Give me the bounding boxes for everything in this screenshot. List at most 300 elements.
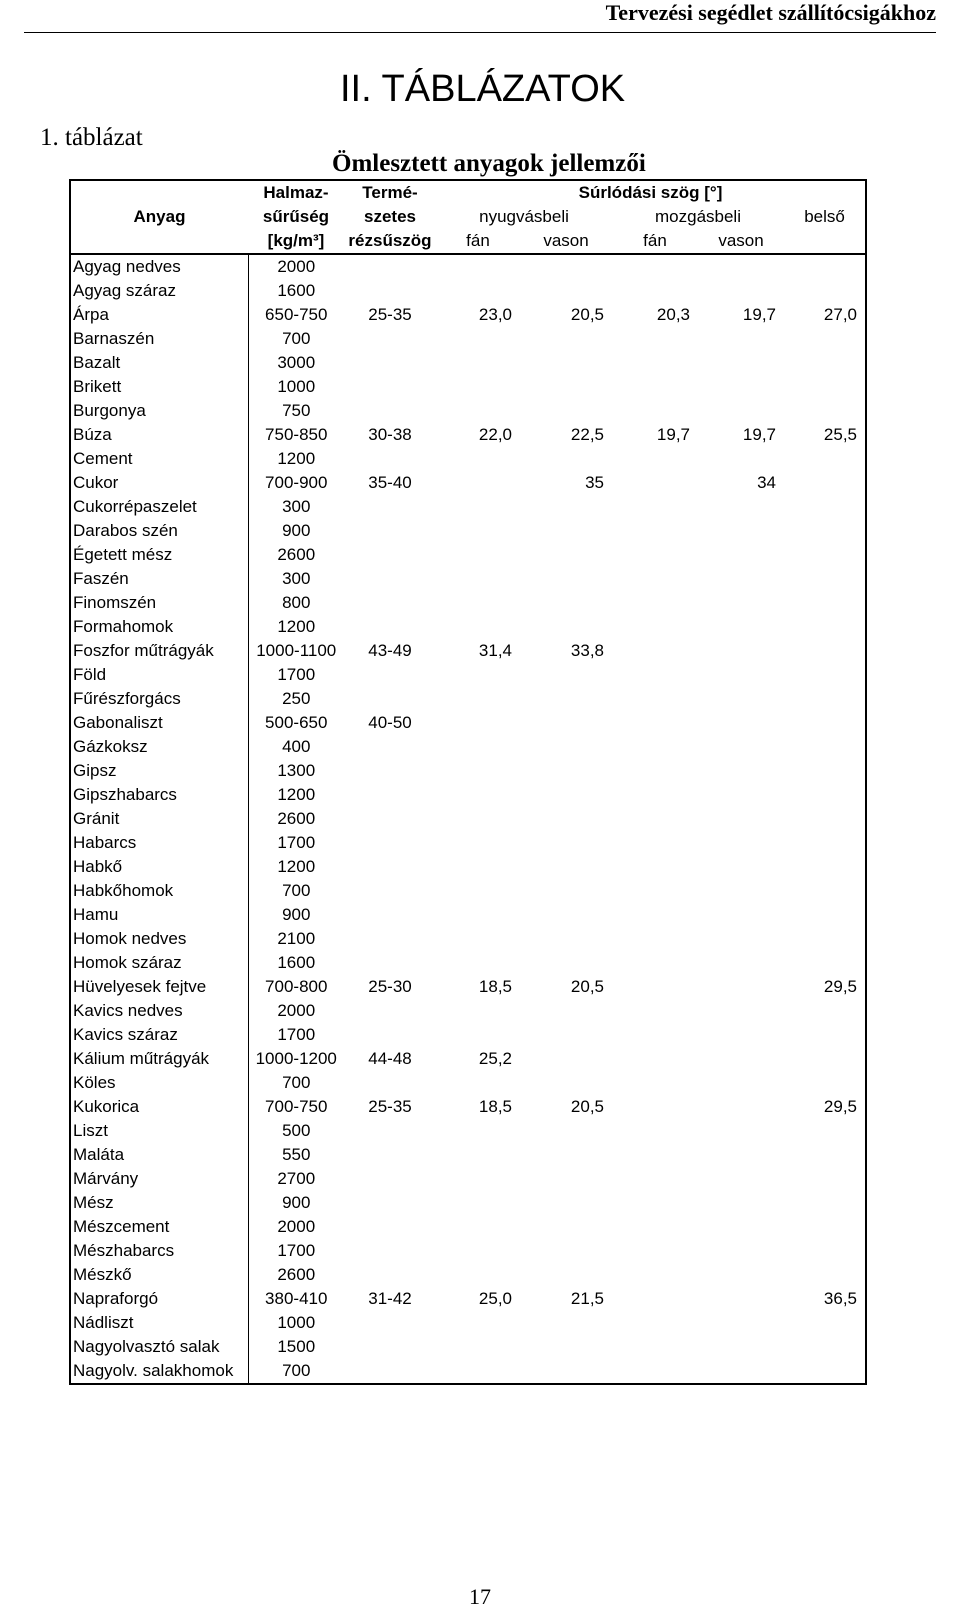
dynamic-wood: [612, 663, 698, 687]
header-vason-2: vason: [698, 229, 784, 254]
table-row: [70, 519, 866, 543]
table-row: [70, 927, 866, 951]
repose-angle: 40-50: [368, 713, 412, 732]
material-name: Hüvelyesek fejtve: [70, 975, 248, 999]
static-steel: [520, 1047, 612, 1071]
internal-friction: [784, 1311, 866, 1335]
density-value: 1500: [277, 1337, 316, 1356]
static-steel: [520, 687, 612, 711]
material-name: Homok száraz: [70, 951, 248, 975]
material-name: Gránit: [70, 807, 248, 831]
static-steel: [520, 495, 612, 519]
dynamic-steel: [698, 351, 784, 375]
dynamic-wood: [612, 1167, 698, 1191]
static-steel: [520, 567, 612, 591]
material-name: Barnaszén: [70, 327, 248, 351]
density-value: 300: [282, 497, 311, 516]
repose-angle: [344, 927, 436, 951]
table-row: [70, 999, 866, 1023]
material-name: Márvány: [70, 1167, 248, 1191]
dynamic-steel: [698, 711, 784, 735]
repose-angle: [344, 1359, 436, 1384]
repose-angle: 25-35: [368, 305, 412, 324]
header-surlodasi: Súrlódási szög [°]: [436, 180, 866, 205]
static-wood: [436, 1239, 520, 1263]
repose-angle: [344, 1143, 436, 1167]
material-name: Homok nedves: [70, 927, 248, 951]
header-anyag-blank-2: [70, 229, 248, 254]
material-name: Kukorica: [70, 1095, 248, 1119]
static-steel: [520, 1023, 612, 1047]
table-row: [70, 303, 866, 327]
dynamic-wood: [612, 1335, 698, 1359]
dynamic-wood: [612, 1023, 698, 1047]
internal-friction: [784, 567, 866, 591]
internal-friction: [784, 1263, 866, 1287]
table-row: [70, 423, 866, 447]
material-name: Cement: [70, 447, 248, 471]
internal-friction: 29,5: [784, 975, 866, 999]
material-name: Gabonaliszt: [70, 711, 248, 735]
internal-friction: [784, 279, 866, 303]
material-name: Gipszhabarcs: [70, 783, 248, 807]
material-name: Gipsz: [70, 759, 248, 783]
dynamic-wood: [612, 1047, 698, 1071]
static-wood: [436, 951, 520, 975]
material-name: Mészcement: [70, 1215, 248, 1239]
static-wood: [436, 759, 520, 783]
static-wood: [436, 471, 520, 495]
dynamic-steel: [698, 495, 784, 519]
density-value: 700: [282, 881, 311, 900]
dynamic-wood: [612, 1215, 698, 1239]
material-name: Habarcs: [70, 831, 248, 855]
dynamic-steel: [698, 807, 784, 831]
dynamic-wood: [612, 927, 698, 951]
density-value: 500-650: [265, 713, 328, 732]
material-name: Cukorrépaszelet: [70, 495, 248, 519]
internal-friction: [784, 831, 866, 855]
static-steel: [520, 519, 612, 543]
dynamic-steel: [698, 375, 784, 399]
repose-angle: 31-42: [368, 1289, 412, 1308]
internal-friction: 25,5: [784, 423, 866, 447]
density-value: 1700: [277, 665, 316, 684]
repose-angle: [344, 495, 436, 519]
material-name: Kálium műtrágyák: [70, 1047, 248, 1071]
repose-angle: [344, 663, 436, 687]
table-row: [70, 711, 866, 735]
static-wood: [436, 855, 520, 879]
repose-angle: [344, 831, 436, 855]
header-halmaz-3: [kg/m³]: [248, 229, 344, 254]
density-value: 1700: [277, 833, 316, 852]
density-value: 800: [282, 593, 311, 612]
dynamic-wood: [612, 1359, 698, 1384]
dynamic-steel: [698, 447, 784, 471]
dynamic-wood: [612, 1095, 698, 1119]
material-name: Agyag száraz: [70, 279, 248, 303]
table-row: [70, 1023, 866, 1047]
repose-angle: [344, 735, 436, 759]
static-steel: [520, 903, 612, 927]
repose-angle: [344, 687, 436, 711]
table-row: [70, 1047, 866, 1071]
static-wood: [436, 327, 520, 351]
dynamic-steel: [698, 279, 784, 303]
dynamic-steel: [698, 1263, 784, 1287]
table-row: [70, 567, 866, 591]
static-steel: [520, 1215, 612, 1239]
dynamic-wood: [612, 1263, 698, 1287]
header-halmaz-2: sűrűség: [262, 207, 330, 226]
static-wood: [436, 591, 520, 615]
density-value: 700-900: [265, 473, 328, 492]
repose-angle: [344, 399, 436, 423]
repose-angle: [344, 807, 436, 831]
density-value: 1600: [277, 281, 316, 300]
table-row: [70, 1311, 866, 1335]
internal-friction: [784, 615, 866, 639]
dynamic-steel: [698, 615, 784, 639]
density-value: 1200: [277, 449, 316, 468]
dynamic-wood: [612, 567, 698, 591]
materials-table: [69, 179, 867, 1385]
static-steel: [520, 1167, 612, 1191]
header-termes-1: Termé-: [344, 180, 436, 205]
density-value: 400: [282, 737, 311, 756]
repose-angle: [344, 1023, 436, 1047]
static-steel: [520, 807, 612, 831]
table-row: [70, 254, 866, 279]
header-belso: belső: [784, 205, 866, 229]
static-wood: [436, 254, 520, 279]
repose-angle: [344, 615, 436, 639]
material-name: Bazalt: [70, 351, 248, 375]
table-row: [70, 1239, 866, 1263]
material-name: Fűrészforgács: [70, 687, 248, 711]
dynamic-wood: 19,7: [656, 425, 690, 444]
material-name: Nagyolv. salakhomok: [70, 1359, 248, 1384]
static-wood: [436, 1191, 520, 1215]
table-row: [70, 663, 866, 687]
running-header: Tervezési segédlet szállítócsigákhoz: [605, 0, 936, 25]
dynamic-wood: [612, 399, 698, 423]
dynamic-steel: [698, 519, 784, 543]
table-row: [70, 1095, 866, 1119]
static-steel: [520, 1071, 612, 1095]
material-name: Nagyolvasztó salak: [70, 1335, 248, 1359]
repose-angle: [344, 375, 436, 399]
static-steel: [520, 879, 612, 903]
repose-angle: [344, 519, 436, 543]
static-wood: [436, 519, 520, 543]
dynamic-steel: [698, 855, 784, 879]
dynamic-steel: [698, 735, 784, 759]
internal-friction: [784, 663, 866, 687]
repose-angle: [344, 351, 436, 375]
density-value: 700-750: [265, 1097, 328, 1116]
dynamic-steel: [698, 831, 784, 855]
header-mozgasbeli: mozgásbeli: [655, 207, 741, 226]
density-value: 500: [282, 1121, 311, 1140]
dynamic-steel: [698, 903, 784, 927]
header-termes-3: rézsűszög: [344, 229, 436, 254]
static-wood: [436, 1359, 520, 1384]
density-value: 2600: [277, 1265, 316, 1284]
repose-angle: 25-35: [368, 1097, 412, 1116]
static-wood: 22,0: [478, 425, 512, 444]
material-name: Mészhabarcs: [70, 1239, 248, 1263]
repose-angle: [344, 327, 436, 351]
static-wood: [436, 1167, 520, 1191]
density-value: 1000-1100: [256, 641, 337, 660]
table-row: [70, 351, 866, 375]
static-steel: [520, 927, 612, 951]
repose-angle: 44-48: [368, 1049, 412, 1068]
dynamic-steel: [698, 327, 784, 351]
static-steel: [520, 735, 612, 759]
dynamic-wood: [612, 495, 698, 519]
dynamic-steel: [698, 783, 784, 807]
table-row: [70, 879, 866, 903]
header-anyag: Anyag: [70, 205, 248, 229]
header-halmaz-1: Halmaz-: [248, 180, 344, 205]
repose-angle: [344, 1119, 436, 1143]
repose-angle: [344, 783, 436, 807]
table-row: [70, 1287, 866, 1311]
dynamic-wood: [612, 591, 698, 615]
static-wood: [436, 495, 520, 519]
dynamic-steel: [698, 1239, 784, 1263]
static-wood: 25,0: [478, 1289, 512, 1308]
material-name: Nádliszt: [70, 1311, 248, 1335]
table-body: [70, 254, 866, 1384]
dynamic-wood: [612, 879, 698, 903]
table-row: [70, 1167, 866, 1191]
dynamic-wood: [612, 975, 698, 999]
static-wood: [436, 1143, 520, 1167]
dynamic-wood: [612, 711, 698, 735]
density-value: 1000-1200: [255, 1049, 337, 1068]
header-fan-2: fán: [612, 229, 698, 254]
density-value: 2700: [277, 1169, 316, 1188]
dynamic-steel: [698, 1071, 784, 1095]
material-name: Finomszén: [70, 591, 248, 615]
density-value: 700-800: [265, 977, 328, 996]
table-row: [70, 759, 866, 783]
static-steel: 22,5: [570, 425, 604, 444]
material-name: Brikett: [70, 375, 248, 399]
static-wood: [436, 783, 520, 807]
dynamic-steel: [698, 1095, 784, 1119]
dynamic-wood: [612, 471, 698, 495]
table-row: [70, 1359, 866, 1384]
dynamic-steel: [698, 1143, 784, 1167]
static-wood: 25,2: [478, 1049, 512, 1068]
static-wood: [436, 615, 520, 639]
dynamic-wood: [612, 1071, 698, 1095]
material-name: Foszfor műtrágyák: [70, 639, 248, 663]
internal-friction: [784, 1215, 866, 1239]
dynamic-steel: 19,7: [742, 425, 776, 444]
dynamic-wood: [612, 951, 698, 975]
dynamic-wood: [612, 807, 698, 831]
internal-friction: [784, 711, 866, 735]
static-steel: 33,8: [570, 641, 604, 660]
repose-angle: [344, 1335, 436, 1359]
dynamic-wood: 20,3: [656, 305, 690, 324]
dynamic-steel: [698, 1191, 784, 1215]
static-wood: [436, 375, 520, 399]
table-row: [70, 855, 866, 879]
header-rule: [24, 32, 936, 33]
static-steel: [520, 1143, 612, 1167]
table-row: [70, 615, 866, 639]
density-value: 1300: [277, 761, 316, 780]
static-wood: [436, 1311, 520, 1335]
dynamic-wood: [612, 351, 698, 375]
material-name: Maláta: [70, 1143, 248, 1167]
repose-angle: [344, 447, 436, 471]
dynamic-wood: [612, 639, 698, 663]
dynamic-steel: [698, 1287, 784, 1311]
static-wood: [436, 1263, 520, 1287]
material-name: Árpa: [70, 303, 248, 327]
dynamic-wood: [612, 735, 698, 759]
dynamic-steel: [698, 1311, 784, 1335]
density-value: 300: [282, 569, 311, 588]
header-fan-1: fán: [436, 229, 520, 254]
internal-friction: [784, 543, 866, 567]
material-name: Formahomok: [70, 615, 248, 639]
internal-friction: [784, 855, 866, 879]
dynamic-wood: [612, 327, 698, 351]
static-wood: [436, 567, 520, 591]
dynamic-steel: [698, 1215, 784, 1239]
material-name: Kavics száraz: [70, 1023, 248, 1047]
density-value: 2100: [277, 929, 316, 948]
static-steel: 20,5: [570, 305, 604, 324]
dynamic-steel: [698, 543, 784, 567]
dynamic-steel: [698, 1167, 784, 1191]
density-value: 550: [282, 1145, 311, 1164]
internal-friction: [784, 927, 866, 951]
static-steel: [520, 663, 612, 687]
dynamic-steel: [698, 759, 784, 783]
material-name: Agyag nedves: [70, 254, 248, 279]
internal-friction: [784, 1167, 866, 1191]
table-row: [70, 903, 866, 927]
internal-friction: [784, 1143, 866, 1167]
static-steel: [520, 1119, 612, 1143]
repose-angle: [344, 591, 436, 615]
static-wood: [436, 903, 520, 927]
material-name: Cukor: [70, 471, 248, 495]
dynamic-wood: [612, 615, 698, 639]
repose-angle: 43-49: [368, 641, 412, 660]
static-wood: [436, 711, 520, 735]
dynamic-wood: [612, 783, 698, 807]
repose-angle: [344, 1191, 436, 1215]
dynamic-steel: [698, 591, 784, 615]
material-name: Föld: [70, 663, 248, 687]
table-row: [70, 591, 866, 615]
density-value: 750: [282, 401, 311, 420]
table-row: [70, 1119, 866, 1143]
internal-friction: 29,5: [784, 1095, 866, 1119]
table-row: [70, 399, 866, 423]
repose-angle: 35-40: [368, 473, 412, 492]
header-vason-1: vason: [520, 229, 612, 254]
static-wood: [436, 447, 520, 471]
repose-angle: [344, 1071, 436, 1095]
material-name: Habkőhomok: [70, 879, 248, 903]
static-steel: [520, 279, 612, 303]
static-steel: [520, 999, 612, 1023]
dynamic-wood: [612, 687, 698, 711]
table-row: [70, 471, 866, 495]
table-row: [70, 327, 866, 351]
static-steel: [520, 711, 612, 735]
static-steel: [520, 759, 612, 783]
table-label: 1. táblázat: [40, 124, 143, 151]
repose-angle: [344, 254, 436, 279]
internal-friction: [784, 519, 866, 543]
repose-angle: [344, 1263, 436, 1287]
static-steel: 20,5: [570, 977, 604, 996]
table-row: [70, 951, 866, 975]
table-row: [70, 975, 866, 999]
dynamic-wood: [612, 254, 698, 279]
static-wood: [436, 1215, 520, 1239]
internal-friction: [784, 399, 866, 423]
density-value: 750-850: [265, 425, 328, 444]
internal-friction: [784, 327, 866, 351]
dynamic-steel: [698, 879, 784, 903]
page-number: 17: [469, 1584, 491, 1609]
internal-friction: [784, 1239, 866, 1263]
dynamic-wood: [612, 447, 698, 471]
dynamic-steel: [698, 975, 784, 999]
dynamic-steel: [698, 999, 784, 1023]
internal-friction: [784, 759, 866, 783]
material-name: Burgonya: [70, 399, 248, 423]
internal-friction: [784, 999, 866, 1023]
static-wood: [436, 831, 520, 855]
dynamic-steel: [698, 663, 784, 687]
static-wood: [436, 1023, 520, 1047]
static-wood: [436, 279, 520, 303]
internal-friction: [784, 1359, 866, 1384]
static-steel: [520, 254, 612, 279]
repose-angle: [344, 1215, 436, 1239]
static-steel: [520, 783, 612, 807]
table-row: [70, 783, 866, 807]
table-row: [70, 375, 866, 399]
static-steel: [520, 327, 612, 351]
static-wood: 23,0: [478, 305, 512, 324]
repose-angle: [344, 879, 436, 903]
static-steel: [520, 1359, 612, 1384]
density-value: 1600: [277, 953, 316, 972]
table-row: [70, 495, 866, 519]
static-steel: [520, 855, 612, 879]
dynamic-steel: [698, 1119, 784, 1143]
dynamic-wood: [612, 1119, 698, 1143]
table-header: [70, 180, 866, 254]
dynamic-steel: 34: [757, 473, 776, 492]
